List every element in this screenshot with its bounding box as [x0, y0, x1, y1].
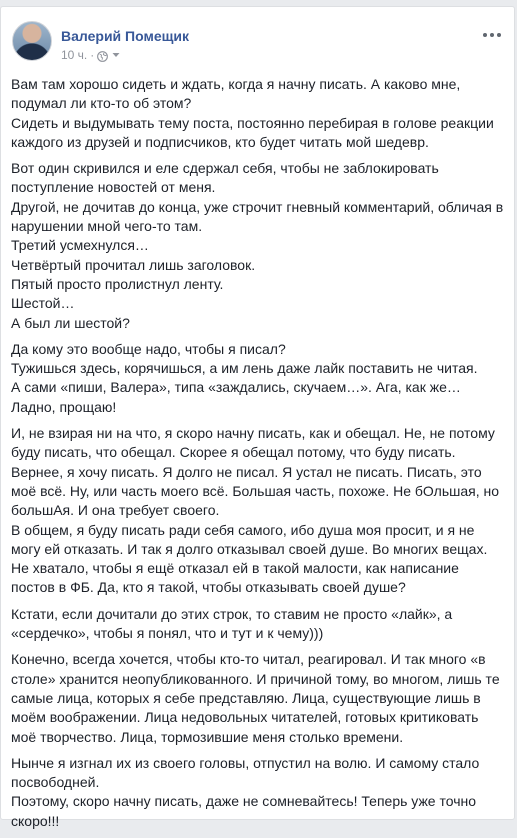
author-name[interactable]: Валерий Помещик	[61, 28, 190, 44]
post-line: Да кому это вообще надо, чтобы я писал?	[11, 340, 286, 357]
post-header	[1, 7, 514, 67]
post-line: Четвёртый прочитал лишь заголовок.	[11, 256, 256, 273]
globe-icon[interactable]	[97, 51, 108, 62]
post-line: Нынче я изгнал их из своего головы, отпустил на волю. И самому стало посвободней.	[11, 754, 480, 791]
post-time[interactable]: 10 ч.	[61, 48, 88, 62]
post-line: Третий усмехнулся…	[11, 237, 149, 254]
post-line: А сами «пиши, Валера», типа «заждались, скучаем…». Ага, как же…	[11, 379, 461, 396]
chevron-down-icon[interactable]	[112, 51, 120, 59]
post-card	[0, 6, 515, 829]
post-meta	[61, 48, 120, 62]
post-line: Шестой…	[11, 295, 75, 312]
more-options-icon[interactable]	[482, 29, 502, 41]
post-line: Ладно, прощаю!	[11, 398, 117, 415]
post-paragraph	[11, 754, 504, 831]
avatar[interactable]	[12, 21, 52, 61]
post-line: Тужишься здесь, корячишься, а им лень даже лайк поставить не читая.	[11, 360, 478, 377]
post-line: Вот один скривился и еле сдержал себя, чтобы не заблокировать поступление новостей от меня.	[11, 160, 439, 196]
post-paragraph	[11, 340, 504, 417]
post-text	[11, 75, 504, 838]
post-line: Кстати, если дочитали до этих строк, то ставим не просто «лайк», а «сердечко», чтобы я понял, что и тут и к чему)))	[11, 605, 453, 642]
post-line: Конечно, всегда хочется, чтобы кто-то читал, реагировал. И так много «в столе» хранится неопубликованного. И причиной тому, во многом, лишь те самые лица, которых я себе представляю. Лица, существующие лишь в моём воображении. Лица недовольных читателей, готовых критиковать моё творчество. Лица, тормозившие меня столько времени.	[11, 651, 500, 745]
post-paragraph	[11, 424, 504, 598]
post-line: В общем, я буду писать ради себя самого, ибо душа моя просит, и я не могу ей отказать. И так я долго отказывал своей душе. Во многих вещах. Не хватало, чтобы я ещё отказал ей в такой малости, как написание постов в ФБ. Да, кто я такой, чтобы отказывать своей душе?	[11, 521, 488, 596]
post-line: Сидеть и выдумывать тему поста, постоянно перебирая в голове реакции каждого из друзей и подписчиков, кто будет читать мой шедевр.	[11, 114, 494, 150]
post-line: Пятый просто пролистнул ленту.	[11, 275, 224, 292]
post-paragraph	[11, 650, 504, 746]
post-line: И, не взирая ни на что, я скоро начну писать, как и обещал. Не, не потому буду писать, что обещал. Скорее я обещал потому, что буду писать. Вернее, я хочу писать. Я долго не писал. Я устал не писать. Писать, это моё всё. Ну, или часть моего всё. Большая часть, похоже. Не бОльшая, но большАя. И она требует своего.	[11, 425, 500, 519]
post-paragraph	[11, 605, 504, 644]
post-paragraph	[11, 75, 504, 152]
meta-separator: ·	[90, 48, 95, 62]
post-line: А был ли шестой?	[11, 314, 130, 331]
post-line: Другой, не дочитав до конца, уже строчит гневный комментарий, обличая в нарушении мной чего-то там.	[11, 198, 504, 235]
post-line: Вам там хорошо сидеть и ждать, когда я начну писать. А каково мне, подумал ли кто-то об этом?	[11, 76, 461, 112]
post-paragraph	[11, 159, 504, 333]
post-line: Поэтому, скоро начну писать, даже не сомневайтесь! Теперь уже точно скоро!!!	[11, 793, 477, 829]
